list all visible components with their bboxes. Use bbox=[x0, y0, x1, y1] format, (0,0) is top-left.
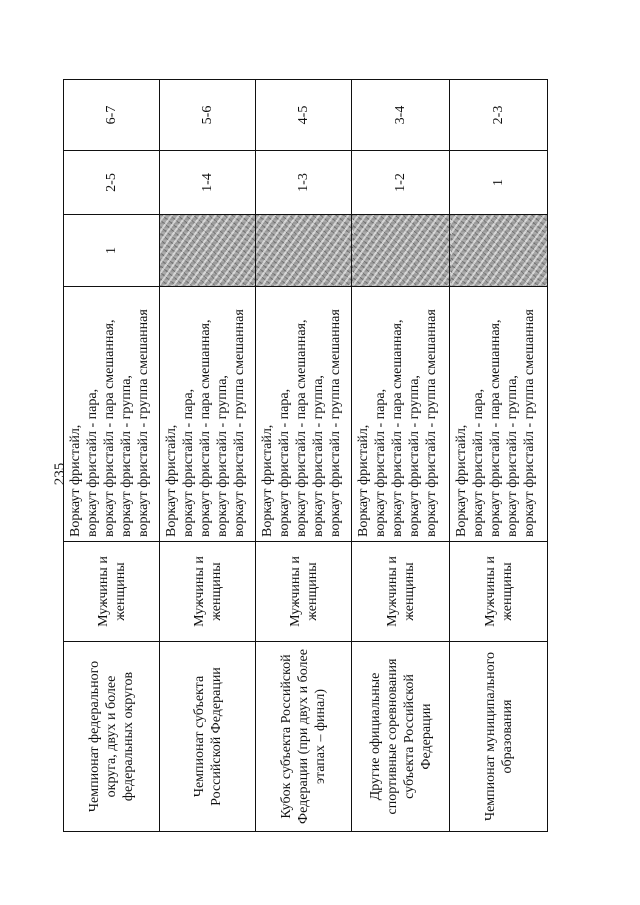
table-row bbox=[450, 80, 548, 832]
competition-cell: Чемпионат муниципального образования bbox=[450, 642, 548, 832]
discipline-line: воркаут фристайл - группа смешанная bbox=[136, 309, 151, 537]
discipline-line: воркаут фристайл - группа, bbox=[119, 375, 134, 537]
discipline-line: воркаут фристайл - группа, bbox=[407, 375, 422, 537]
table-row bbox=[256, 80, 352, 832]
rank-cell-3: 3-4 bbox=[352, 80, 450, 151]
discipline-line: воркаут фристайл - пара смешанная, bbox=[294, 319, 309, 537]
discipline-line: Воркаут фристайл, bbox=[164, 424, 179, 537]
disciplines-cell bbox=[160, 287, 256, 542]
participants-cell: Мужчины и женщины bbox=[256, 542, 352, 642]
rank-cell-1 bbox=[450, 215, 548, 287]
table-row bbox=[64, 80, 160, 832]
discipline-line: воркаут фристайл - группа смешанная bbox=[522, 309, 537, 537]
rank-cell-2: 2-5 bbox=[64, 151, 160, 215]
rank-cell-2: 1-2 bbox=[352, 151, 450, 215]
rank-cell-1 bbox=[352, 215, 450, 287]
table-row bbox=[160, 80, 256, 832]
rank-cell-1: 1 bbox=[64, 215, 160, 287]
participants-cell: Мужчины и женщины bbox=[160, 542, 256, 642]
discipline-line: Воркаут фристайл, bbox=[68, 424, 83, 537]
participants-cell: Мужчины и женщины bbox=[64, 542, 160, 642]
rank-cell-3: 2-3 bbox=[450, 80, 548, 151]
rank-cell-2: 1-3 bbox=[256, 151, 352, 215]
discipline-line: воркаут фристайл - пара, bbox=[471, 388, 486, 537]
discipline-line: Воркаут фристайл, bbox=[454, 424, 469, 537]
disciplines-cell bbox=[64, 287, 160, 542]
discipline-line: воркаут фристайл - группа смешанная bbox=[232, 309, 247, 537]
discipline-line: воркаут фристайл - пара смешанная, bbox=[390, 319, 405, 537]
discipline-line: воркаут фристайл - пара смешанная, bbox=[198, 319, 213, 537]
participants-cell: Мужчины и женщины bbox=[450, 542, 548, 642]
rank-cell-1 bbox=[160, 215, 256, 287]
competition-cell: Чемпионат субъекта Российской Федерации bbox=[160, 642, 256, 832]
rank-cell-2: 1-4 bbox=[160, 151, 256, 215]
discipline-line: Воркаут фристайл, bbox=[356, 424, 371, 537]
competition-cell: Чемпионат федерального округа, двух и более федеральных округов bbox=[64, 642, 160, 832]
competition-cell: Кубок субъекта Российской Федерации (при двух и более этапах – финал) bbox=[256, 642, 352, 832]
rotated-table-wrapper bbox=[63, 80, 547, 832]
table-row bbox=[352, 80, 450, 832]
discipline-line: воркаут фристайл - пара, bbox=[373, 388, 388, 537]
discipline-line: воркаут фристайл - пара, bbox=[181, 388, 196, 537]
discipline-line: воркаут фристайл - пара смешанная, bbox=[102, 319, 117, 537]
rank-cell-3: 6-7 bbox=[64, 80, 160, 151]
discipline-line: воркаут фристайл - группа, bbox=[505, 375, 520, 537]
discipline-line: воркаут фристайл - пара, bbox=[277, 388, 292, 537]
discipline-line: воркаут фристайл - группа смешанная bbox=[424, 309, 439, 537]
table-body bbox=[64, 80, 548, 832]
page-number: 235 bbox=[52, 462, 68, 486]
discipline-line: воркаут фристайл - группа смешанная bbox=[328, 309, 343, 537]
participants-cell: Мужчины и женщины bbox=[352, 542, 450, 642]
disciplines-cell bbox=[256, 287, 352, 542]
discipline-line: воркаут фристайл - группа, bbox=[215, 375, 230, 537]
rank-cell-3: 5-6 bbox=[160, 80, 256, 151]
discipline-line: Воркаут фристайл, bbox=[260, 424, 275, 537]
rank-cell-3: 4-5 bbox=[256, 80, 352, 151]
competition-cell: Другие официальные спортивные соревнования субъекта Российской Федерации bbox=[352, 642, 450, 832]
rank-cell-2: 1 bbox=[450, 151, 548, 215]
discipline-line: воркаут фристайл - пара смешанная, bbox=[488, 319, 503, 537]
rank-requirements-table bbox=[63, 79, 548, 832]
discipline-line: воркаут фристайл - пара, bbox=[85, 388, 100, 537]
disciplines-cell bbox=[352, 287, 450, 542]
discipline-line: воркаут фристайл - группа, bbox=[311, 375, 326, 537]
rank-cell-1 bbox=[256, 215, 352, 287]
disciplines-cell bbox=[450, 287, 548, 542]
